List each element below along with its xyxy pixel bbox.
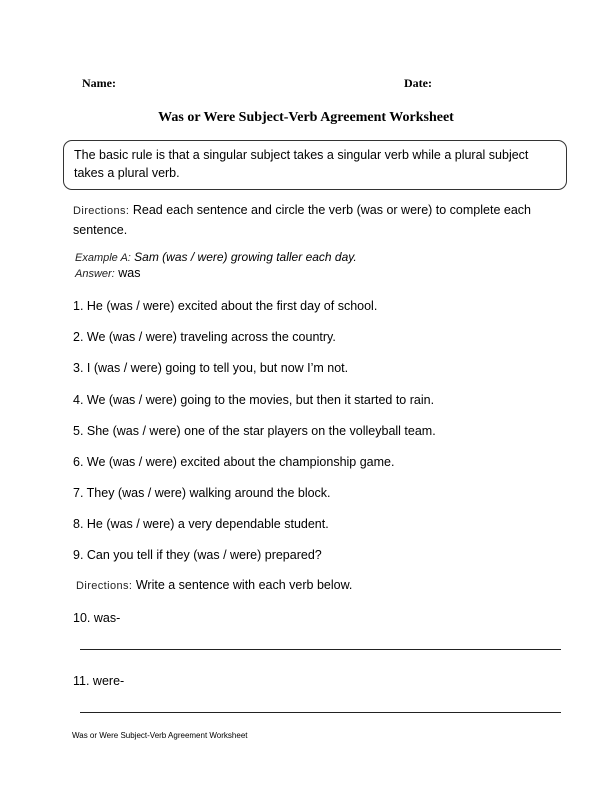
directions-1 — [73, 201, 543, 240]
sentence-2: 2. We (was / were) traveling across the country. — [73, 330, 336, 344]
rule-text: The basic rule is that a singular subject takes a singular verb while a plural subject takes a plural verb. — [74, 148, 529, 180]
example-answer — [75, 266, 140, 280]
answer-text: was — [114, 266, 141, 280]
directions-1-text: Read each sentence and circle the verb (was or were) to complete each sentence. — [73, 203, 531, 237]
rule-box — [63, 140, 567, 190]
footer-text: Was or Were Subject-Verb Agreement Worksheet — [72, 731, 248, 740]
sentence-9: 9. Can you tell if they (was / were) prepared? — [73, 548, 322, 562]
worksheet-title: Was or Were Subject-Verb Agreement Worksheet — [158, 110, 454, 125]
answer-label: Answer: — [75, 268, 115, 280]
directions-2 — [76, 578, 352, 592]
sentence-8: 8. He (was / were) a very dependable student. — [73, 517, 329, 531]
directions-1-label: Directions: — [73, 205, 130, 217]
name-label: Name: — [82, 76, 116, 90]
date-label: Date: — [404, 76, 432, 90]
answer-line-11[interactable] — [80, 712, 561, 713]
sentence-3: 3. I (was / were) going to tell you, but now I’m not. — [73, 361, 349, 375]
sentence-6: 6. We (was / were) excited about the championship game. — [73, 455, 395, 469]
example-a — [75, 250, 357, 264]
directions-2-text: Write a sentence with each verb below. — [132, 578, 353, 592]
writing-item-11: 11. were- — [73, 674, 125, 688]
answer-line-10[interactable] — [80, 649, 561, 650]
sentence-5: 5. She (was / were) one of the star players on the volleyball team. — [73, 424, 436, 438]
example-text: Sam (was / were) growing taller each day. — [130, 250, 357, 264]
example-label: Example A: — [75, 252, 131, 264]
sentence-1: 1. He (was / were) excited about the first day of school. — [73, 299, 378, 313]
directions-2-label: Directions: — [76, 580, 133, 592]
sentence-7: 7. They (was / were) walking around the block. — [73, 486, 331, 500]
writing-item-10: 10. was- — [73, 611, 121, 625]
sentence-4: 4. We (was / were) going to the movies, but then it started to rain. — [73, 393, 435, 407]
